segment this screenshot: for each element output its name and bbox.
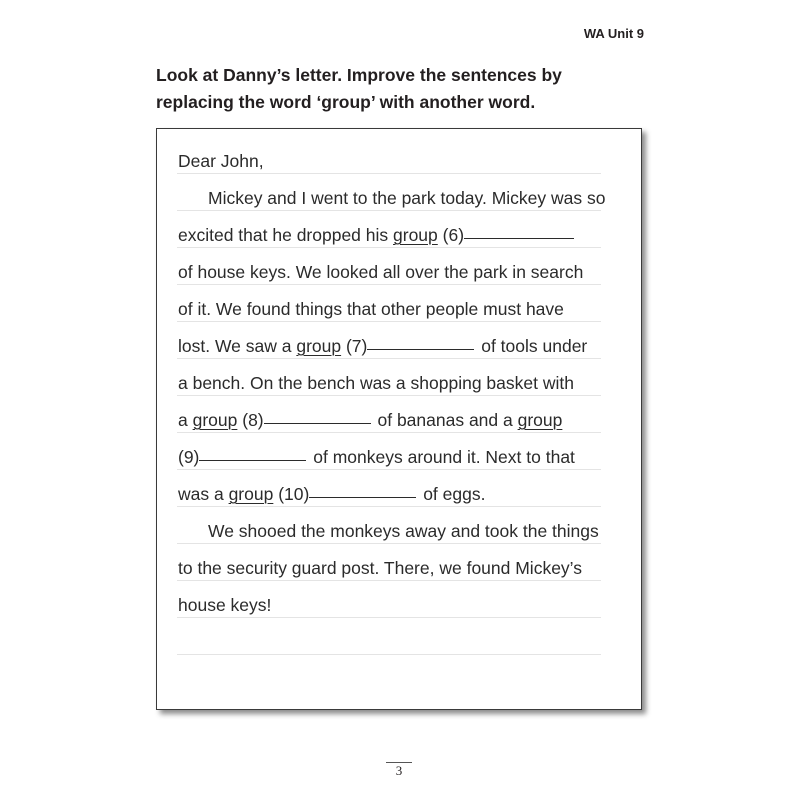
letter-line-13 <box>178 595 633 615</box>
letter-text: of it. We found things that other people must have <box>178 299 564 319</box>
question-number-8: (8) <box>237 410 264 430</box>
question-number-9: (9) <box>178 447 200 467</box>
ruled-line <box>177 358 601 359</box>
question-number-10: (10) <box>273 484 310 504</box>
letter-line-5 <box>178 299 633 319</box>
answer-blank-10[interactable] <box>309 497 416 498</box>
letter-line-10 <box>178 484 633 504</box>
letter-text: house keys! <box>178 595 272 615</box>
letter-text: of eggs. <box>418 484 486 504</box>
letter-text: to the security guard post. There, we found Mickey’s <box>178 558 583 578</box>
instructions <box>156 62 626 116</box>
letter-text: of tools under <box>476 336 588 356</box>
letter-line-8 <box>178 410 633 430</box>
letter-text: of monkeys around it. Next to that <box>308 447 575 467</box>
unit-label: WA Unit 9 <box>583 26 644 41</box>
letter-line-3 <box>178 225 633 245</box>
letter-line-2 <box>178 188 633 208</box>
ruled-line <box>177 173 601 174</box>
group-word: group <box>192 410 238 430</box>
group-word: group <box>517 410 563 430</box>
ruled-line <box>177 247 601 248</box>
group-word: group <box>393 225 438 245</box>
question-number-6: (6) <box>437 225 465 245</box>
ruled-line <box>177 543 601 544</box>
group-word: group <box>296 336 342 356</box>
letter-text: Mickey and I went to the park today. Mickey was so <box>208 188 606 208</box>
instructions-line-1: Look at Danny’s letter. Improve the sentences by <box>156 65 562 85</box>
letter-text: excited that he dropped his <box>178 225 394 245</box>
question-number-7: (7) <box>341 336 368 356</box>
letter-box <box>156 128 642 710</box>
answer-blank-8[interactable] <box>264 423 371 424</box>
ruled-line <box>177 617 601 618</box>
ruled-line <box>177 321 601 322</box>
instructions-line-2: replacing the word ‘group’ with another word. <box>156 92 536 112</box>
letter-line-12 <box>178 558 633 578</box>
ruled-line <box>177 506 601 507</box>
letter-text: of house keys. We looked all over the park in search <box>178 262 584 282</box>
letter-text: lost. We saw a <box>178 336 297 356</box>
letter-text: a <box>178 410 193 430</box>
ruled-line <box>177 432 601 433</box>
letter-line-1 <box>178 151 633 171</box>
answer-blank-7[interactable] <box>367 349 474 350</box>
ruled-line <box>177 395 601 396</box>
letter-line-4 <box>178 262 633 282</box>
letter-line-7 <box>178 373 633 393</box>
letter-line-6 <box>178 336 633 356</box>
ruled-line <box>177 210 601 211</box>
salutation: Dear John, <box>178 151 264 171</box>
page-number: 3 <box>395 763 403 778</box>
letter-line-11 <box>178 521 633 541</box>
ruled-line <box>177 580 601 581</box>
answer-blank-6[interactable] <box>464 238 574 239</box>
ruled-line <box>177 469 601 470</box>
letter-line-9 <box>178 447 633 467</box>
letter-text: of bananas and a <box>372 410 518 430</box>
letter-text: was a <box>178 484 229 504</box>
letter-text: a bench. On the bench was a shopping basket with <box>178 373 574 393</box>
ruled-line <box>177 284 601 285</box>
ruled-line <box>177 654 601 655</box>
answer-blank-9[interactable] <box>199 460 306 461</box>
group-word: group <box>228 484 274 504</box>
letter-text: We shooed the monkeys away and took the things <box>208 521 599 541</box>
